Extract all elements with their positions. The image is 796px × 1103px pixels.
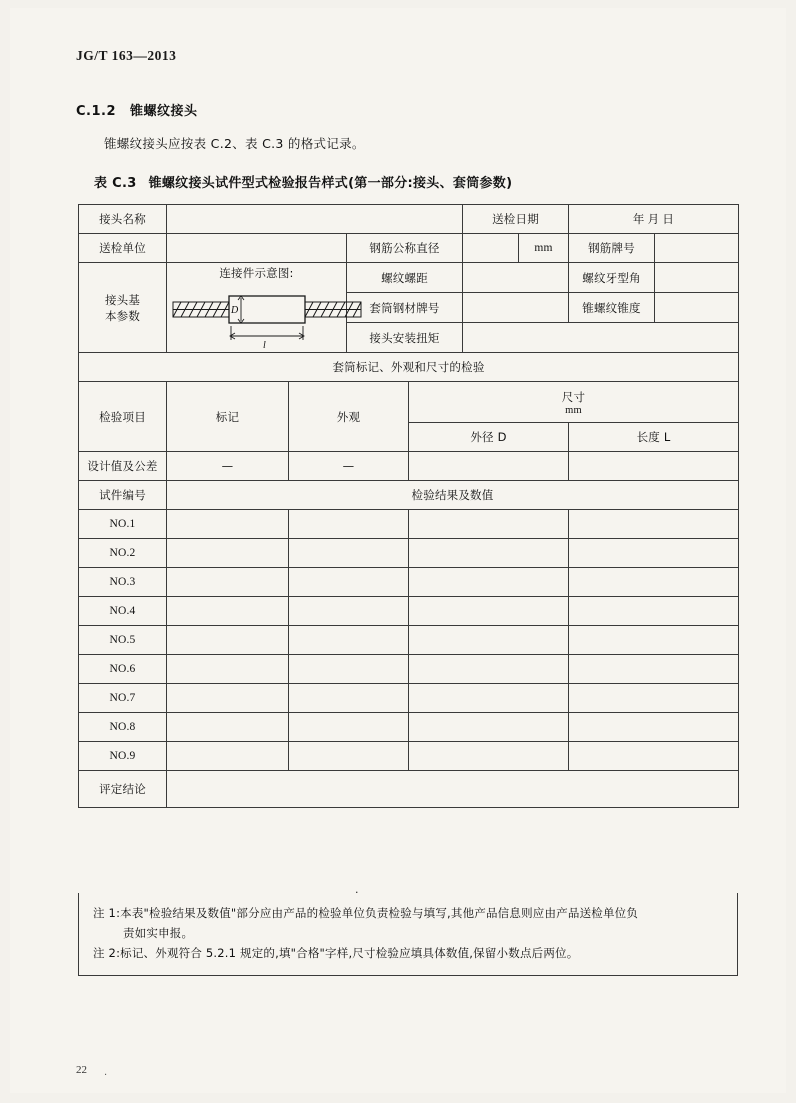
size-header-text: 尺寸	[561, 389, 586, 404]
table-row	[79, 684, 739, 713]
note-2: 注 2:标记、外观符合 5.2.1 规定的,填"合格"字样,尺寸检验应填具体数值,保留小数点后两位。	[93, 946, 579, 961]
cell-conclusion-label: 评定结论	[79, 771, 167, 808]
note-1-line-1: 注 1:本表"检验结果及数值"部分应由产品的检验单位负责检验与填写,其他产品信息则应由产品送检单位负	[93, 906, 639, 920]
cell-specimen-length[interactable]	[569, 510, 739, 539]
cell-specimen-length[interactable]	[569, 539, 739, 568]
cell-specimen-appearance[interactable]	[289, 684, 409, 713]
cell-specimen-label: NO.4	[79, 597, 167, 626]
cell-submit-date-value[interactable]: 年 月 日	[569, 205, 739, 234]
cell-specimen-mark[interactable]	[167, 568, 289, 597]
cell-specimen-appearance[interactable]	[289, 568, 409, 597]
table-notes	[78, 893, 738, 976]
cell-specimen-length[interactable]	[569, 597, 739, 626]
cell-thread-angle-label: 螺纹牙型角	[569, 263, 655, 293]
cell-specimen-appearance[interactable]	[289, 539, 409, 568]
cell-length-header	[569, 423, 739, 452]
cell-specimen-mark[interactable]	[167, 742, 289, 771]
table-row	[79, 626, 739, 655]
cell-design-outer[interactable]	[409, 452, 569, 481]
cell-connector-diagram	[167, 263, 347, 353]
table-caption-number: 表 C.3	[94, 176, 137, 191]
cell-thread-pitch-value[interactable]	[463, 263, 569, 293]
cell-specimen-mark[interactable]	[167, 539, 289, 568]
cell-joint-params-label	[79, 263, 167, 353]
cell-sleeve-steel-grade-value[interactable]	[463, 293, 569, 323]
cell-specimen-appearance[interactable]	[289, 626, 409, 655]
cell-install-torque-label: 接头安装扭矩	[347, 323, 463, 353]
cell-specimen-label: NO.9	[79, 742, 167, 771]
cell-taper-value[interactable]	[655, 293, 739, 323]
cell-rebar-diameter-value[interactable]	[463, 234, 519, 263]
cell-specimen-length[interactable]	[569, 626, 739, 655]
cell-design-mark: —	[167, 452, 289, 481]
cell-specimen-outer[interactable]	[409, 742, 569, 771]
table-row	[79, 655, 739, 684]
cell-specimen-label: NO.1	[79, 510, 167, 539]
cell-size-header	[409, 382, 739, 423]
diagram-title: 连接件示意图:	[219, 266, 294, 280]
diagram-area	[169, 282, 344, 352]
cell-specimen-length[interactable]	[569, 684, 739, 713]
cell-specimen-mark[interactable]	[167, 684, 289, 713]
cell-rebar-grade-value[interactable]	[655, 234, 739, 263]
cell-thread-pitch-label: 螺纹螺距	[347, 263, 463, 293]
cell-thread-angle-value[interactable]	[655, 263, 739, 293]
cell-specimen-appearance[interactable]	[289, 713, 409, 742]
table-caption	[94, 172, 512, 191]
cell-specimen-length[interactable]	[569, 713, 739, 742]
cell-specimen-label: NO.5	[79, 626, 167, 655]
connector-schematic-icon	[169, 282, 365, 350]
cell-joint-name-label: 接头名称	[79, 205, 167, 234]
cell-specimen-label: NO.2	[79, 539, 167, 568]
cell-specimen-mark[interactable]	[167, 597, 289, 626]
cell-appearance-header: 外观	[289, 382, 409, 452]
table-row	[79, 382, 739, 423]
cell-specimen-mark[interactable]	[167, 510, 289, 539]
cell-specimen-appearance[interactable]	[289, 510, 409, 539]
cell-install-torque-value[interactable]	[463, 323, 739, 353]
joint-params-line1: 接头基	[104, 292, 141, 307]
table-row	[79, 713, 739, 742]
cell-rebar-grade-label: 钢筋牌号	[569, 234, 655, 263]
cell-mark-header: 标记	[167, 382, 289, 452]
table-row	[79, 353, 739, 382]
cell-taper-label: 锥螺纹锥度	[569, 293, 655, 323]
table-caption-text: 锥螺纹接头试件型式检验报告样式(第一部分:接头、套筒参数)	[148, 176, 513, 191]
cell-specimen-label: NO.8	[79, 713, 167, 742]
table-row	[79, 205, 739, 234]
section-heading	[76, 100, 198, 119]
cell-specimen-outer[interactable]	[409, 684, 569, 713]
cell-specimen-appearance[interactable]	[289, 742, 409, 771]
cell-specimen-length[interactable]	[569, 568, 739, 597]
cell-specimen-length[interactable]	[569, 655, 739, 684]
table-row	[79, 481, 739, 510]
table-row	[79, 452, 739, 481]
cell-specimen-mark[interactable]	[167, 713, 289, 742]
cell-inspection-item-header: 检验项目	[79, 382, 167, 452]
cell-submit-date-label: 送检日期	[463, 205, 569, 234]
inspection-report-table	[78, 204, 739, 808]
body-paragraph: 锥螺纹接头应按表 C.2、表 C.3 的格式记录。	[104, 136, 365, 151]
cell-specimen-appearance[interactable]	[289, 655, 409, 684]
cell-submit-unit-label: 送检单位	[79, 234, 167, 263]
cell-specimen-label: NO.6	[79, 655, 167, 684]
table-row	[79, 539, 739, 568]
cell-specimen-mark[interactable]	[167, 655, 289, 684]
table-row	[79, 742, 739, 771]
cell-specimen-appearance[interactable]	[289, 597, 409, 626]
cell-band-title: 套筒标记、外观和尺寸的检验	[79, 353, 739, 382]
cell-design-appearance: —	[289, 452, 409, 481]
cell-specimen-outer[interactable]	[409, 626, 569, 655]
cell-joint-name-value[interactable]	[167, 205, 463, 234]
cell-specimen-outer[interactable]	[409, 713, 569, 742]
cell-rebar-diameter-unit: mm	[519, 234, 569, 263]
cell-sleeve-steel-grade-label: 套筒钢材牌号	[347, 293, 463, 323]
table-row	[79, 234, 739, 263]
cell-specimen-outer[interactable]	[409, 655, 569, 684]
cell-rebar-diameter-label: 钢筋公称直径	[347, 234, 463, 263]
cell-design-length[interactable]	[569, 452, 739, 481]
cell-specimen-no-header: 试件编号	[79, 481, 167, 510]
cell-outer-diameter-header	[409, 423, 569, 452]
page-number: 22	[76, 1064, 87, 1076]
table-row	[79, 771, 739, 808]
section-title-text: 锥螺纹接头	[130, 104, 198, 119]
cell-specimen-outer[interactable]	[409, 568, 569, 597]
cell-conclusion-value[interactable]	[167, 771, 739, 808]
cell-specimen-outer[interactable]	[409, 510, 569, 539]
cell-result-header: 检验结果及数值	[167, 481, 739, 510]
diagram-label-d: D	[231, 305, 239, 316]
paper-sheet	[10, 8, 786, 1093]
cell-specimen-label: NO.3	[79, 568, 167, 597]
cell-specimen-mark[interactable]	[167, 626, 289, 655]
length-l-text: 长度 L	[636, 430, 671, 444]
joint-params-line2: 本参数	[104, 308, 141, 323]
table-row	[79, 263, 739, 293]
cell-specimen-outer[interactable]	[409, 539, 569, 568]
table-row	[79, 510, 739, 539]
footer-mark: ·	[104, 1070, 108, 1081]
size-header-unit: mm	[565, 404, 582, 416]
page-header: JG/T 163—2013	[76, 48, 177, 63]
cell-specimen-outer[interactable]	[409, 597, 569, 626]
table-row	[79, 597, 739, 626]
diagram-label-l: l	[263, 340, 266, 350]
cell-specimen-length[interactable]	[569, 742, 739, 771]
table-row	[79, 568, 739, 597]
note-1-line-2: 责如实申报。	[123, 926, 194, 941]
stray-mark: ·	[355, 886, 359, 899]
cell-submit-unit-value[interactable]	[167, 234, 347, 263]
outer-d-text: 外径 D	[470, 430, 507, 444]
section-number: C.1.2	[76, 104, 117, 119]
cell-specimen-label: NO.7	[79, 684, 167, 713]
cell-design-value-label: 设计值及公差	[79, 452, 167, 481]
